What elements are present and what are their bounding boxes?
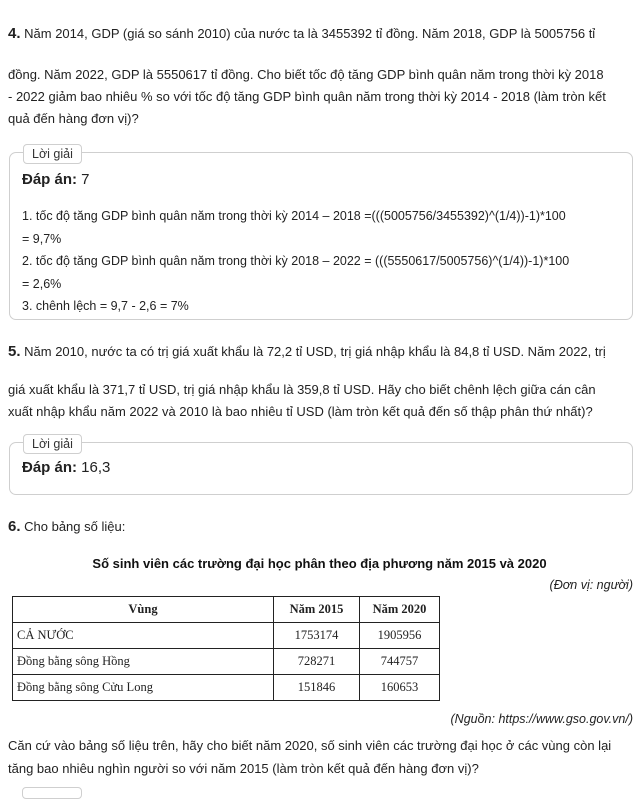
- table-cell: 160653: [360, 675, 440, 701]
- answer-label: Đáp án:: [22, 459, 78, 476]
- table-header-row: [13, 597, 440, 623]
- question-4-solution-steps: [22, 205, 622, 318]
- solution-label[interactable]: Lời giải: [23, 434, 82, 454]
- table-cell: 728271: [274, 649, 360, 675]
- question-5-answer: [22, 459, 110, 476]
- table-title: Số sinh viên các trường đại học phân theo địa phương năm 2015 và 2020: [92, 556, 547, 571]
- question-5-line-1: [8, 340, 633, 364]
- table-row: [13, 623, 440, 649]
- question-6-number: 6.: [8, 518, 21, 535]
- question-6-line-1: [8, 515, 633, 539]
- question-6-text-1: Căn cứ vào bảng số liệu trên, hãy cho biết năm 2020, số sinh viên các trường đại học ở các vùng còn lại: [8, 738, 612, 753]
- solution-step: 2. tốc độ tăng GDP bình quân năm trong thời kỳ 2018 – 2022 = (((5550617/5005756)^(1/4))-1)*100: [22, 254, 570, 268]
- question-4-text-3: - 2022 giảm bao nhiêu % so với tốc độ tăng GDP bình quân năm trong thời kỳ 2014 - 2018 (làm tròn kết: [8, 89, 606, 104]
- question-4-text-2: đồng. Năm 2022, GDP là 5550617 tỉ đồng. Cho biết tốc độ tăng GDP bình quân năm trong thời kỳ 2018: [8, 67, 604, 82]
- question-4-solution-box: [9, 147, 633, 320]
- question-5-number: 5.: [8, 343, 21, 360]
- question-4-line-1: [8, 22, 633, 46]
- question-4-answer: [22, 171, 90, 188]
- solution-step: = 9,7%: [22, 231, 62, 246]
- data-table: [12, 596, 440, 701]
- question-4-text-4: quả đến hàng đơn vị)?: [8, 111, 139, 126]
- question-4-number: 4.: [8, 25, 21, 42]
- column-header: Năm 2020: [360, 597, 440, 623]
- table-cell: 151846: [274, 675, 360, 701]
- question-5-text-2: giá xuất khẩu là 371,7 tỉ USD, trị giá nhập khẩu là 359,8 tỉ USD. Hãy cho biết chênh lệch giữa cán cân: [8, 382, 596, 397]
- question-5-text-1: Năm 2010, nước ta có trị giá xuất khẩu là 72,2 tỉ USD, trị giá nhập khẩu là 84,8 tỉ USD. Năm 2022, trị: [24, 344, 606, 359]
- solution-step: 1. tốc độ tăng GDP bình quân năm trong thời kỳ 2014 – 2018 =(((5005756/3455392)^(1/4))-1)*100: [22, 209, 566, 223]
- solution-label[interactable]: Lời giải: [23, 144, 82, 164]
- answer-label: Đáp án:: [22, 171, 78, 188]
- table-cell: 1905956: [360, 623, 440, 649]
- solution-step: = 2,6%: [22, 276, 62, 291]
- question-4-text-1: Năm 2014, GDP (giá so sánh 2010) của nước ta là 3455392 tỉ đồng. Năm 2018, GDP là 5005756 tỉ: [24, 26, 596, 41]
- question-5-solution-box: [9, 437, 633, 495]
- column-header: Vùng: [13, 597, 274, 623]
- answer-value: 7: [77, 171, 90, 188]
- table-cell: 1753174: [274, 623, 360, 649]
- table-cell: Đồng bằng sông Hồng: [13, 649, 274, 675]
- next-solution-tab[interactable]: [22, 787, 82, 799]
- table-cell: CẢ NƯỚC: [13, 623, 274, 649]
- question-6-text-2: tăng bao nhiêu nghìn người so với năm 2015 (làm tròn kết quả đến hàng đơn vị)?: [8, 761, 479, 776]
- question-5-text-3: xuất nhập khẩu năm 2022 và 2010 là bao nhiêu tỉ USD (làm tròn kết quả đến số thập phân thứ nhất)?: [8, 404, 593, 419]
- table-unit: (Đơn vị: người): [549, 578, 633, 592]
- solution-step: 3. chênh lệch = 9,7 - 2,6 = 7%: [22, 299, 189, 313]
- answer-value: 16,3: [77, 459, 111, 476]
- question-6-intro: Cho bảng số liệu:: [24, 519, 126, 534]
- table-cell: 744757: [360, 649, 440, 675]
- table-cell: Đồng bằng sông Cửu Long: [13, 675, 274, 701]
- table-source: (Nguồn: https://www.gso.gov.vn/): [450, 712, 633, 726]
- column-header: Năm 2015: [274, 597, 360, 623]
- table-row: [13, 649, 440, 675]
- table-row: [13, 675, 440, 701]
